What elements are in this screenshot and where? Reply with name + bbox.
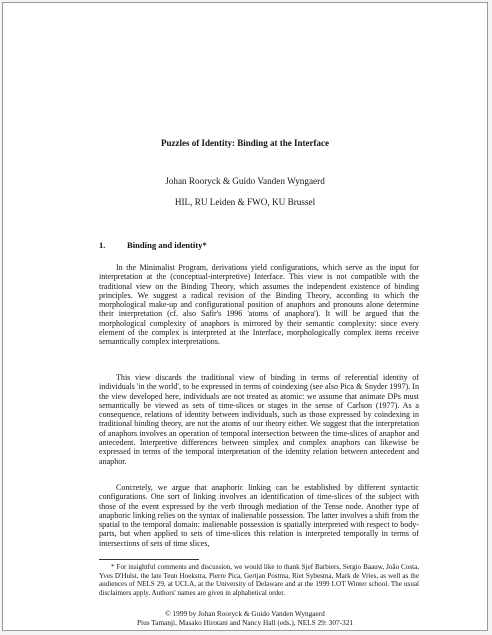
paper-affiliations: HIL, RU Leiden & FWO, KU Brussel	[174, 197, 316, 207]
paper-authors: Johan Rooryck & Guido Vanden Wyngaerd	[165, 176, 325, 186]
body-paragraph-1: In the Minimalist Program, derivations yield configurations, which serve as the input for interpretation at the (conceptual-interpretive) Interface. This view is not compatible with the traditional view on the Binding Theory, which assumes the independent existence of binding principles. We suggest a radical revision of the Binding Theory, according to which the morphological make-up and configurational position of anaphors and pronouns alone determine their interpretation (cf. also Safir's 1996 'atoms of anaphora'). It will be argued that the morphological complexity of anaphors is mirrored by their semantic complexity: since every element of the complex is interpreted at the Interface, morphologically complex items receive semantically complex interpretations.	[99, 263, 419, 347]
body-paragraph-3: Concretely, we argue that anaphoric linking can be established by different syntactic configurations. One sort of linking involves an identification of time-slices of the subject with those of the event expressed by the verb through mediation of the Tense node. Another type of anaphoric linking relies on the syntax of inalienable possession. The latter involves a shift from the spatial to the temporal domain: inalienable possession is spatially interpreted with respect to body-parts, but when applied to sets of time-slices this relation is interpreted temporally in terms of intersections of sets of time slices,	[99, 483, 419, 548]
copyright-line: © 1999 by Johan Rooryck & Guido Vanden Wyngaerd	[165, 609, 325, 618]
document-page	[2, 2, 488, 631]
citation-line: Pius Tamanji, Masako Hirotani and Nancy Hall (eds.), NELS 29: 307-321	[137, 618, 353, 627]
footnote-divider	[99, 559, 199, 560]
footnote: * For insightful comments and discussion, we would like to thank Sjef Barbiers, Sergio Baauw, João Costa, Yves D'Hulst, the late Teun Hoekstra, Pierre Pica, Gertjan Postma, Riet Sybesma, Mark de Vries, as well as the audiences of NELS 29, at UCLA, at the University of Delaware and at the 1999 LOT Winter school. The usual disclaimers apply. Authors' names are given in alphabetical order.	[99, 563, 419, 597]
section-number: 1.	[99, 240, 106, 250]
section-heading	[99, 240, 207, 250]
paper-title: Puzzles of Identity: Binding at the Interface	[161, 138, 329, 148]
section-title: Binding and identity*	[127, 240, 207, 250]
body-paragraph-2: This view discards the traditional view of binding in terms of referential identity of individuals 'in the world', to be expressed in terms of coindexing (see also Pica & Snyder 1997). In the view developed here, individuals are not treated as atomic: we assume that animate DPs must semantically be viewed as sets of time-slices or stages in the sense of Carlson (1977). As a consequence, relations of identity between individuals, such as those expressed by coindexing in traditional binding theory, are not the atoms of our theory either. We suggest that the interpretation of anaphors involves an operation of temporal intersection between the time-slices of anaphor and antecedent. Interpretive differences between simplex and complex anaphors can likewise be expressed in terms of the temporal interpretation of the identity relation between antecedent and anaphor.	[99, 373, 419, 466]
